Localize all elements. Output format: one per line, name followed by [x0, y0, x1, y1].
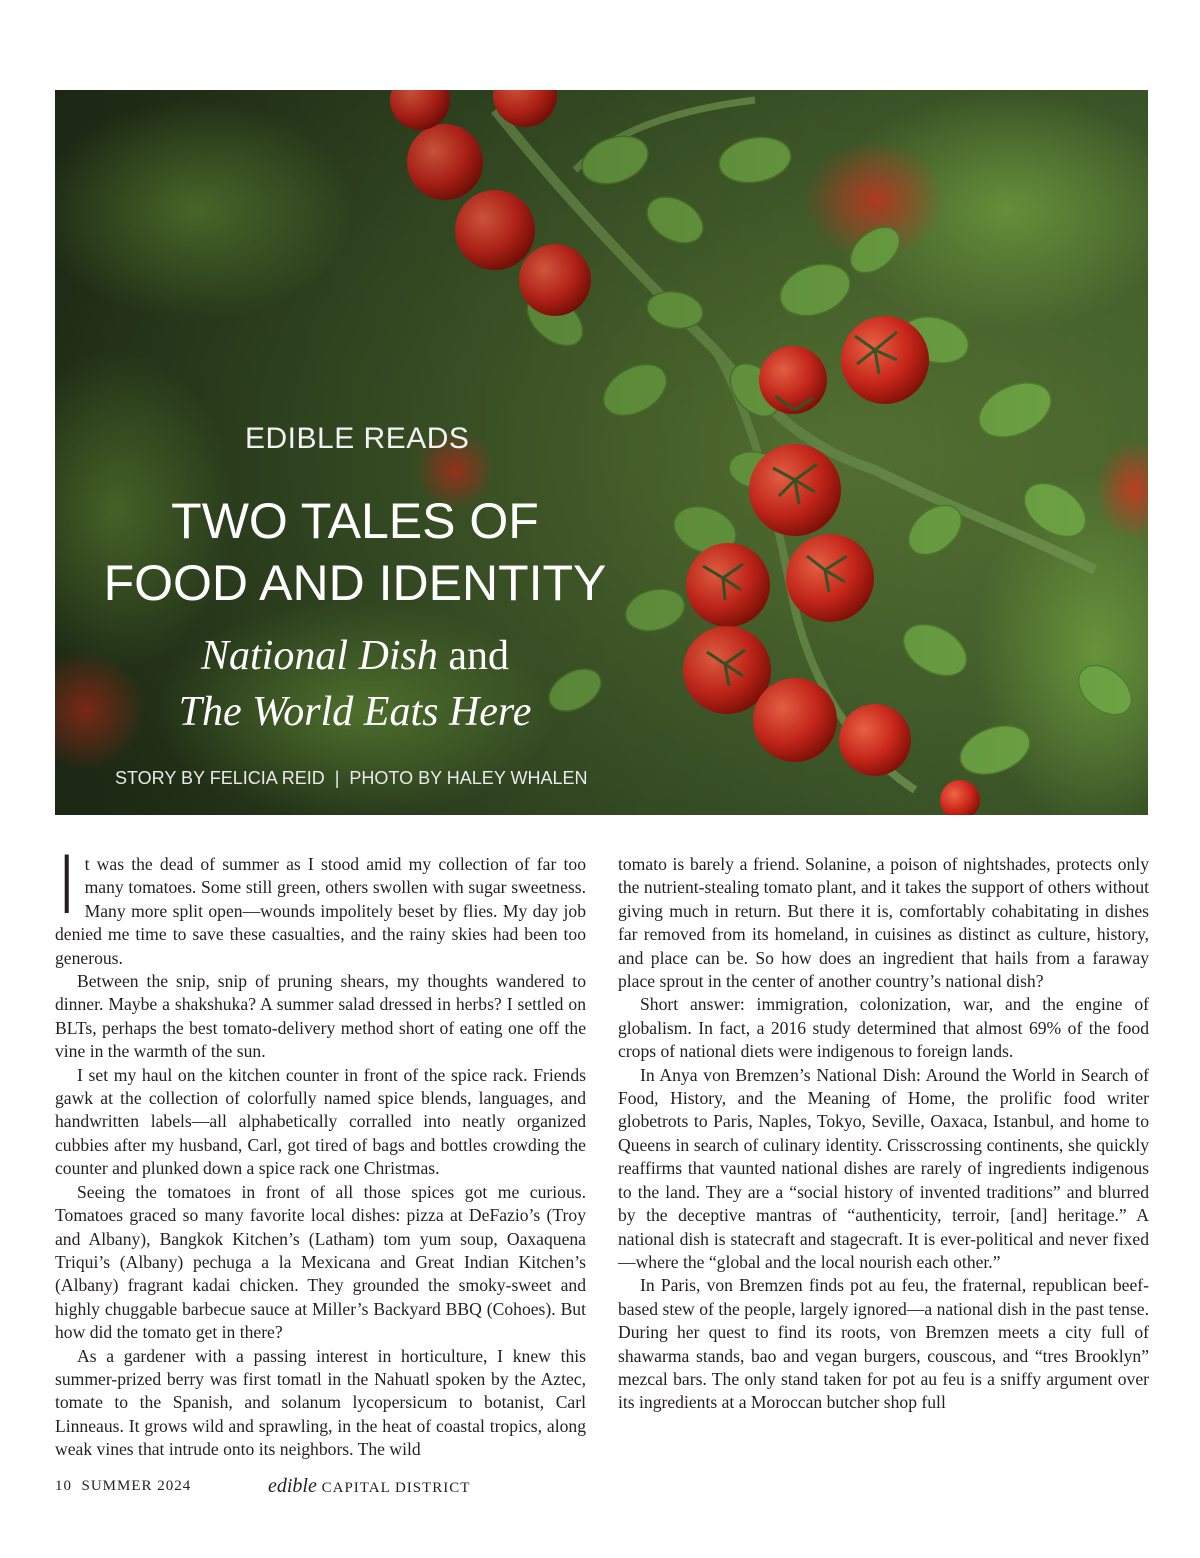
article-subtitle — [55, 628, 655, 740]
book-title-2: The World Eats Here — [178, 689, 532, 735]
paragraph: Short answer: immigration, colonization, war, and the engine of globalism. In fact, a 2016 study determined that almost 69% of the food crops of national diets were indigenous to foreign lands. — [618, 994, 1149, 1062]
drop-cap: I — [55, 839, 79, 932]
publication-region: CAPITAL DISTRICT — [316, 1480, 471, 1496]
hero-photo — [55, 90, 1148, 815]
page-number-issue: 10 SUMMER 2024 — [55, 1478, 192, 1494]
headline-line-1: TWO TALES OF — [171, 493, 539, 549]
paragraph: As a gardener with a passing interest in horticulture, I knew this summer-prized berry was first tomatl in the Nahuatl spoken by the Aztec, tomate to the Spanish, and solanum lycopersicum to botanist, Carl Linneaus. It grows wild and sprawling, in the heat of coastal tropics, along weak vines that intrude onto its neighbors. The wild — [55, 1345, 586, 1460]
headline-line-2: FOOD AND IDENTITY — [103, 555, 607, 611]
subtitle-conjunction: and — [437, 633, 510, 679]
article-column-right — [618, 853, 1149, 1415]
article-headline — [55, 490, 655, 614]
paragraph: tomato is barely a friend. Solanine, a poison of nightshades, protects only the nutrient-stealing tomato plant, and it takes the support of others without giving much in return. But there it is, comfortably cohabitating in dishes far removed from its homeland, in cuisines as distinct as culture, history, and place can be. So how does an ingredient that hails from a faraway place sprout in the center of another country’s national dish? — [618, 854, 1149, 992]
subtitle-line-1 — [55, 628, 655, 684]
article-column-left — [55, 839, 586, 1462]
paragraph: In Anya von Bremzen’s National Dish: Around the World in Search of Food, History, and the Meaning of Home, the prolific food writer globetrots to Paris, Naples, Tokyo, Seville, Oaxaca, Istanbul, and home to Queens in search of culinary identity. Crisscrossing continents, she quickly reaffirms that vaunted national dishes are rarely of ingredients indigenous to the land. They are a “social history of invented traditions” and blurred by the deceptive mantras of “authenticity, terroir, [and] heritage.” A national dish is statecraft and stagecraft. It is ever-political and never fixed—where the “global and the local nourish each other.” — [618, 1064, 1149, 1272]
paragraph: In Paris, von Bremzen finds pot au feu, the fraternal, republican beef-based stew of the people, largely ignored—a national dish in the past tense. During her quest to find its roots, von Bremzen meets a city full of shawarma stands, bao and vegan burgers, couscous, and “tres Brooklyn” mezcal bars. The only stand taken for pot au feu is a sniffy argument over its ingredients at a Moroccan butcher shop full — [618, 1275, 1149, 1413]
paragraph — [55, 839, 586, 970]
byline: STORY BY FELICIA REID | PHOTO BY HALEY WHALEN — [115, 768, 588, 788]
book-title-1: National Dish — [200, 633, 438, 679]
paragraph: I set my haul on the kitchen counter in front of the spice rack. Friends gawk at the collection of colorfully named spice blends, languages, and handwritten labels—all alphabetically corralled into neatly organized cubbies after my husband, Carl, got tired of bags and bottles crowding the counter and plunked down a spice rack one Christmas. — [55, 1064, 586, 1179]
paragraph: Seeing the tomatoes in front of all those spices got me curious. Tomatoes graced so many favorite local dishes: pizza at DeFazio’s (Troy and Albany), Bangkok Kitchen’s (Latham) tom yum soup, Oaxaquena Triqui’s (Albany) pechuga a la Mexicana and Great Indian Kitchen’s (Albany) fragrant kadai chicken. They grounded the smoky-sweet and highly chuggable barbecue sauce at Miller’s Backyard BBQ (Cohoes). But how did the tomato get in there? — [55, 1181, 586, 1343]
publication-edible: edible — [268, 1475, 317, 1497]
publication-name — [268, 1475, 470, 1498]
subtitle-line-2 — [55, 684, 655, 740]
paragraph-text: t was the dead of summer as I stood amid my collection of far too many tomatoes. Some still green, others swollen with sugar sweetness. Many more split open—wounds impolitely beset by flies. My day job denied me time to save these casualties, and the rainy skies had been too generous. — [55, 854, 586, 968]
section-kicker: EDIBLE READS — [245, 422, 470, 455]
page-folio — [55, 1475, 471, 1497]
paragraph: Between the snip, snip of pruning shears, my thoughts wandered to dinner. Maybe a shakshuka? A summer salad dressed in herbs? I settled on BLTs, perhaps the best tomato-delivery method short of eating one off the vine in the warmth of the sun. — [55, 971, 586, 1062]
